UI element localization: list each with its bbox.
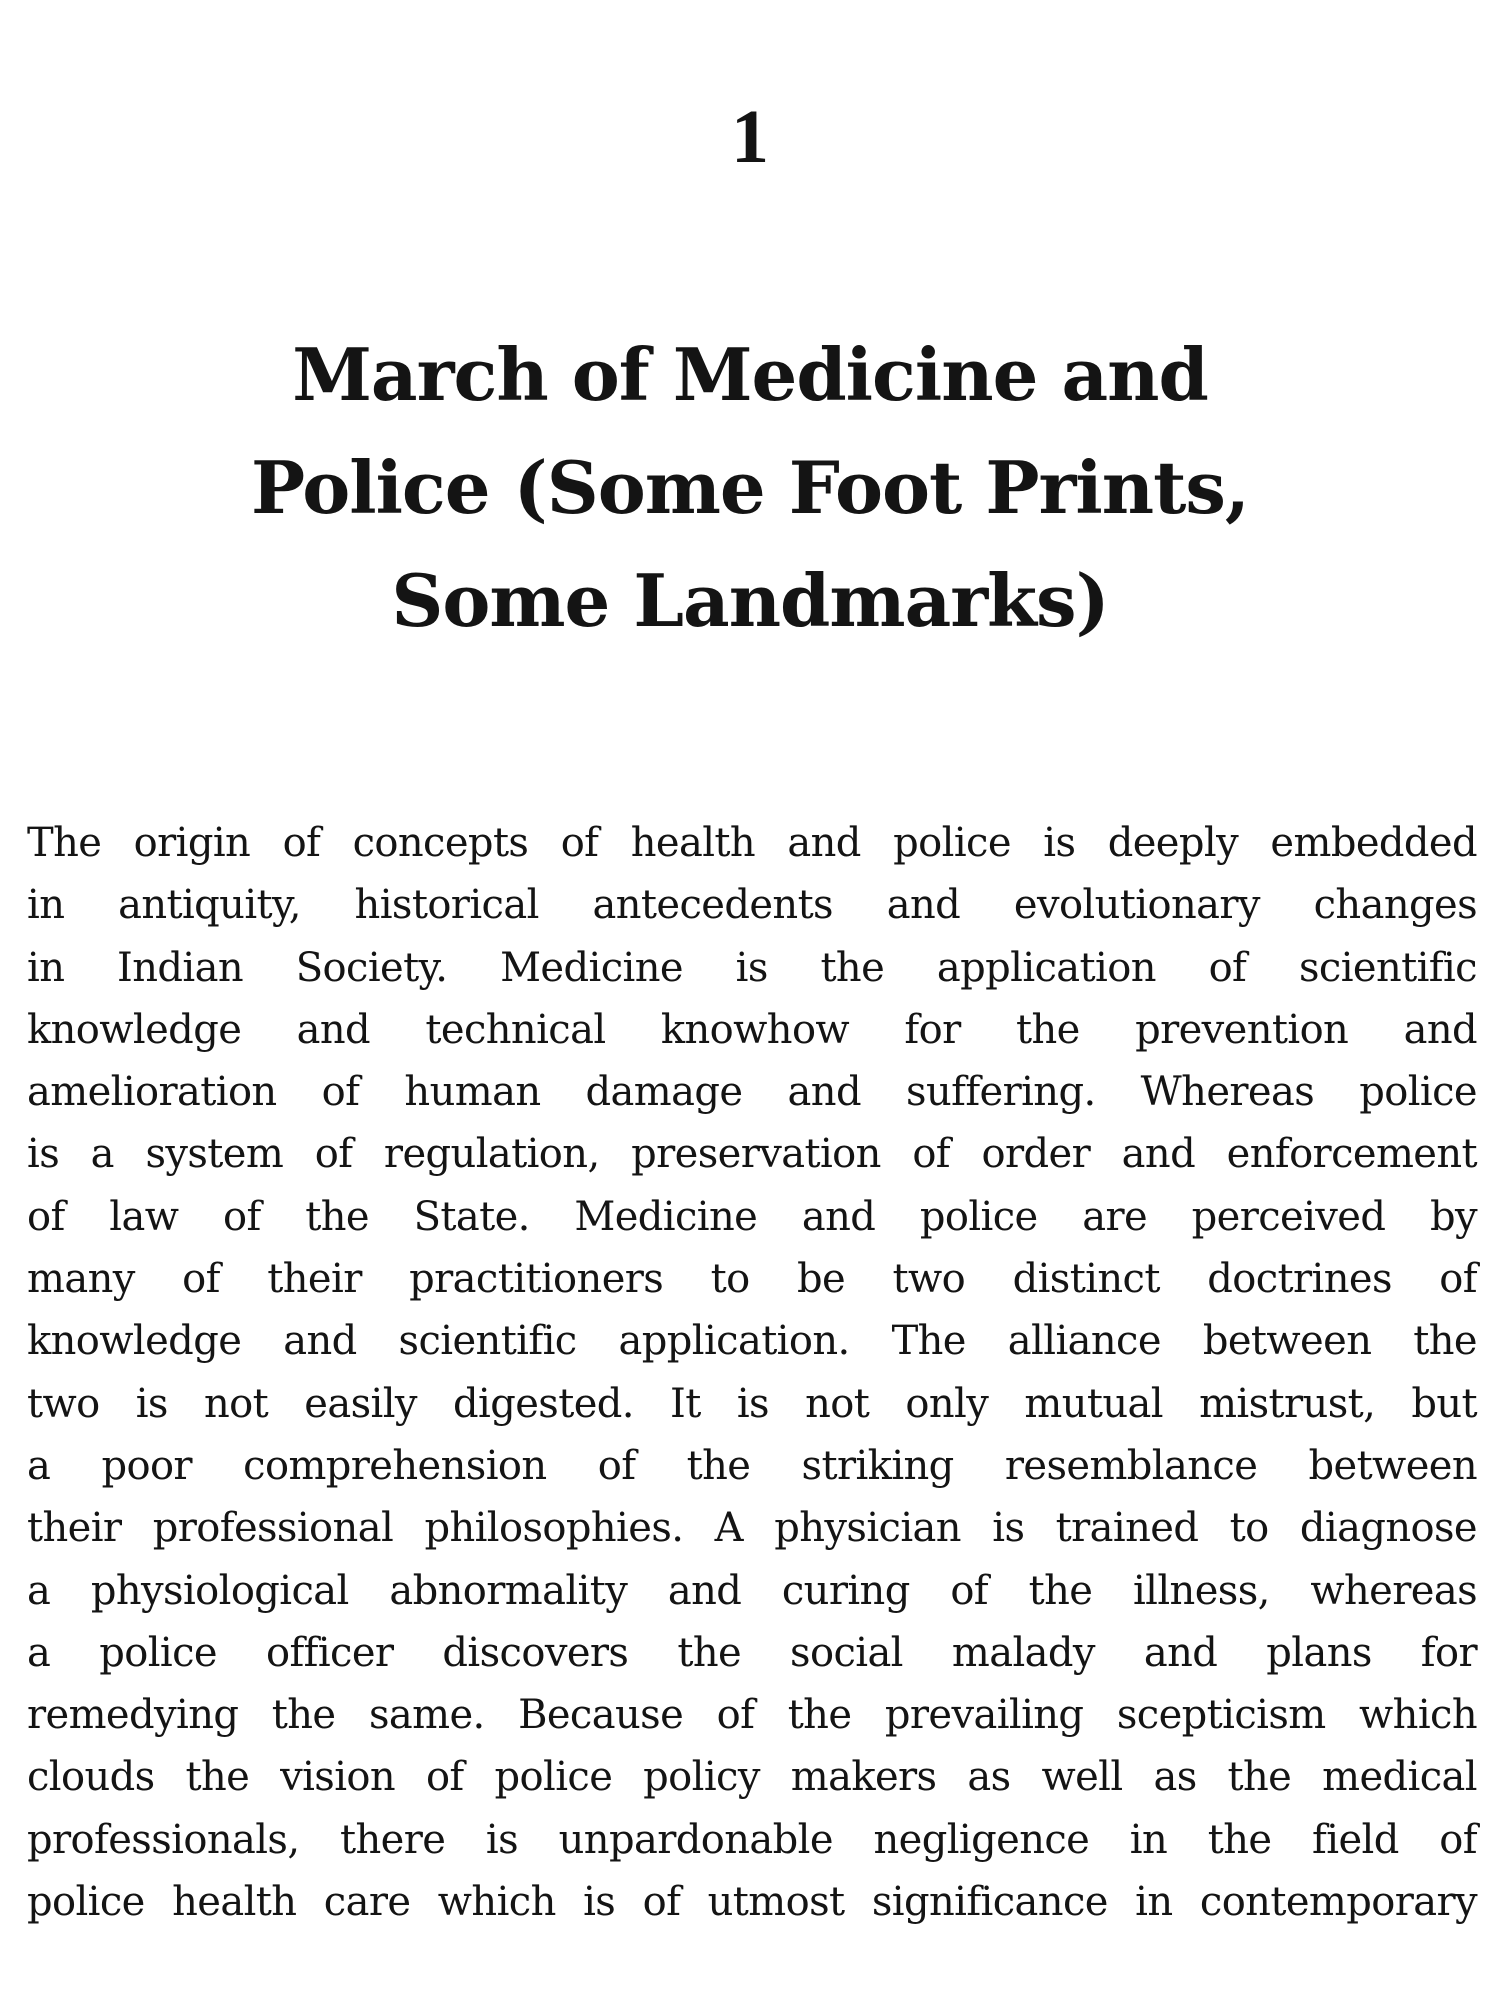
body-line: a physiological abnormality and curing of the illness, whereas bbox=[27, 1567, 1477, 1614]
body-line: The origin of concepts of health and police is deeply embedded bbox=[27, 820, 1477, 866]
body-line: a police officer discovers the social malady and plans for bbox=[27, 1629, 1477, 1676]
body-line: police health care which is of utmost significance in contemporary bbox=[27, 1879, 1477, 1926]
chapter-title bbox=[150, 318, 1350, 657]
body-line: is a system of regulation, preservation of order and enforcement bbox=[27, 1131, 1477, 1178]
body-line: their professional philosophies. A physician is trained to diagnose bbox=[27, 1505, 1477, 1552]
body-line: a poor comprehension of the striking resemblance between bbox=[27, 1442, 1477, 1489]
body-line: clouds the vision of police policy makers as well as the medical bbox=[27, 1754, 1477, 1801]
body-line: remedying the same. Because of the prevailing scepticism which bbox=[27, 1692, 1477, 1739]
chapter-title-line-2: Police (Some Foot Prints, bbox=[251, 445, 1249, 530]
body-line: of law of the State. Medicine and police are perceived by bbox=[27, 1193, 1477, 1240]
body-paragraph bbox=[27, 812, 1477, 1933]
chapter-number: 1 bbox=[731, 95, 769, 179]
body-line: knowledge and technical knowhow for the prevention and bbox=[27, 1006, 1477, 1053]
body-line: knowledge and scientific application. The alliance between the bbox=[27, 1318, 1477, 1365]
body-line: professionals, there is unpardonable negligence in the field of bbox=[27, 1816, 1477, 1863]
body-line: in antiquity, historical antecedents and evolutionary changes bbox=[27, 882, 1477, 929]
body-line: two is not easily digested. It is not only mutual mistrust, but bbox=[27, 1380, 1477, 1427]
body-line: amelioration of human damage and suffering. Whereas police bbox=[27, 1069, 1477, 1116]
body-line: in Indian Society. Medicine is the application of scientific bbox=[27, 944, 1477, 991]
chapter-title-line-1: March of Medicine and bbox=[292, 332, 1208, 417]
body-line: many of their practitioners to be two distinct doctrines of bbox=[27, 1256, 1477, 1303]
chapter-title-line-3: Some Landmarks) bbox=[391, 558, 1109, 643]
